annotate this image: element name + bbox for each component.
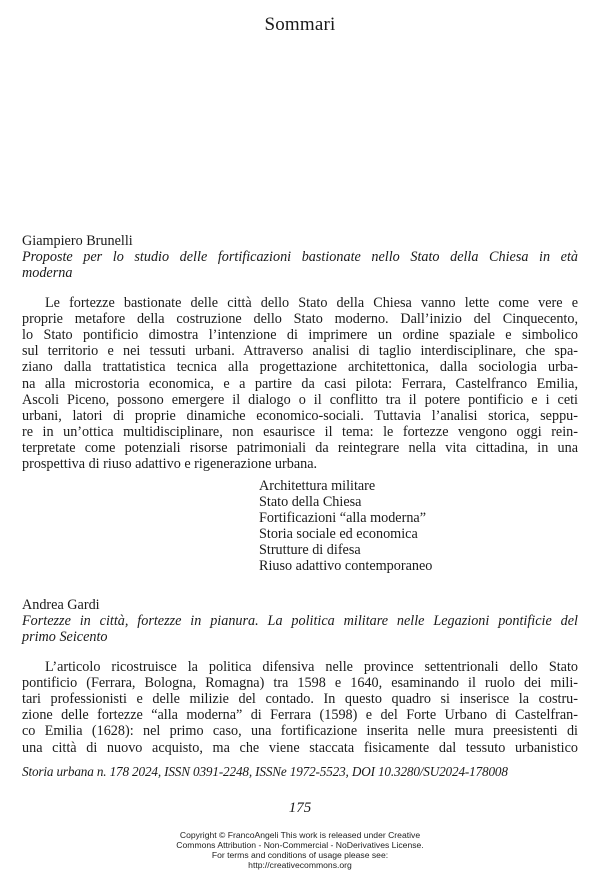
summary-entry-gardi (22, 597, 578, 756)
keywords-list (259, 478, 432, 574)
article-title (22, 249, 578, 281)
article-title (22, 613, 578, 645)
copyright-line: For terms and conditions of usage please see: (211, 850, 389, 860)
copyright-line: Commons Attribution - Non-Commercial - NoDerivatives License. (176, 840, 424, 850)
abstract-line: ziano dalla trattatistica tecnica alla progettazione architettonica, dalla sociologia urba- (22, 359, 578, 376)
page-title: Sommari (264, 14, 336, 35)
article-title-line: Proposte per lo studio delle fortificazioni bastionate nello Stato della Chiesa in età (22, 249, 578, 266)
keyword: Architettura militare (259, 478, 376, 494)
abstract-line: tari professionisti e delle milizie del contado. In questo quadro si inserisce la costru- (22, 690, 578, 707)
abstract-line: terpretate come potenziali risorse patrimoniali da reintegrare nella vita cittadina, in una (22, 440, 578, 457)
abstract-line: zione delle fortezze “alla moderna” di Ferrara (1598) e del Forte Urbano di Castelfran- (22, 707, 578, 724)
abstract-line: prospettiva di riuso adattivo e rigenerazione urbana. (22, 456, 318, 473)
article-title-line: moderna (22, 265, 73, 282)
copyright-notice (0, 830, 600, 870)
author-name: Andrea Gardi (22, 597, 100, 613)
abstract-line: pontificio (Ferrara, Bologna, Romagna) tra 1598 e 1640, esaminando il ruolo dei mili- (22, 674, 578, 691)
summary-entry-brunelli (22, 233, 578, 473)
article-title-line: Fortezze in città, fortezze in pianura. La politica militare nelle Legazioni pontificie del (22, 613, 578, 630)
abstract-line: na alla microstoria economica, e a partire da casi pilota: Ferrara, Castelfranco Emilia, (22, 375, 578, 392)
abstract-line: re in un’ottica multidisciplinare, non esaurisce il tema: le fortezze vengono oggi rein- (22, 424, 578, 441)
article-title-line: primo Seicento (22, 629, 108, 646)
author-name: Giampiero Brunelli (22, 233, 133, 249)
abstract (22, 295, 578, 473)
copyright-link[interactable]: http://creativecommons.org (248, 860, 352, 870)
keyword: Strutture di difesa (259, 542, 361, 558)
abstract (22, 659, 578, 756)
keyword: Riuso adattivo contemporaneo (259, 558, 433, 574)
abstract-line: urbani, latori di proprie dinamiche economico-sociali. Tuttavia l’analisi storica, seppu- (22, 407, 578, 424)
keyword: Storia sociale ed economica (259, 526, 418, 542)
journal-citation: Storia urbana n. 178 2024, ISSN 0391-2248, ISSNe 1972-5523, DOI 10.3280/SU2024-178008 (22, 764, 508, 779)
keyword: Fortificazioni “alla moderna” (259, 510, 427, 526)
abstract-line: lo Stato pontificio dimostra l’intenzione di imprimere un ordine spaziale e simbolico (22, 326, 578, 343)
abstract-line: co Emilia (1628): nel primo caso, una fortificazione inserita nelle mura preesistenti di (22, 723, 578, 740)
abstract-line: sul territorio e nei tessuti urbani. Attraverso analisi di taglio interdisciplinare, che spa- (22, 343, 578, 360)
keyword: Stato della Chiesa (259, 494, 362, 510)
abstract-line: L’articolo ricostruisce la politica difensiva nelle province settentrionali dello Stato (45, 658, 578, 675)
abstract-line: Le fortezze bastionate delle città dello Stato della Chiesa vanno lette come vere e (45, 294, 578, 311)
abstract-line: una città di nuovo acquisto, ma che viene staccata fisicamente dal tessuto urbanistico (22, 739, 578, 756)
copyright-line: Copyright © FrancoAngeli This work is released under Creative (179, 830, 421, 840)
abstract-line: proprie metafore della costruzione dello Stato moderno. Dall’inizio del Cinquecento, (22, 310, 578, 327)
abstract-line: Ascoli Piceno, possono emergere il dialogo o il conflitto tra il potere pontificio e i ceti (22, 391, 578, 408)
page-number: 175 (288, 800, 312, 816)
